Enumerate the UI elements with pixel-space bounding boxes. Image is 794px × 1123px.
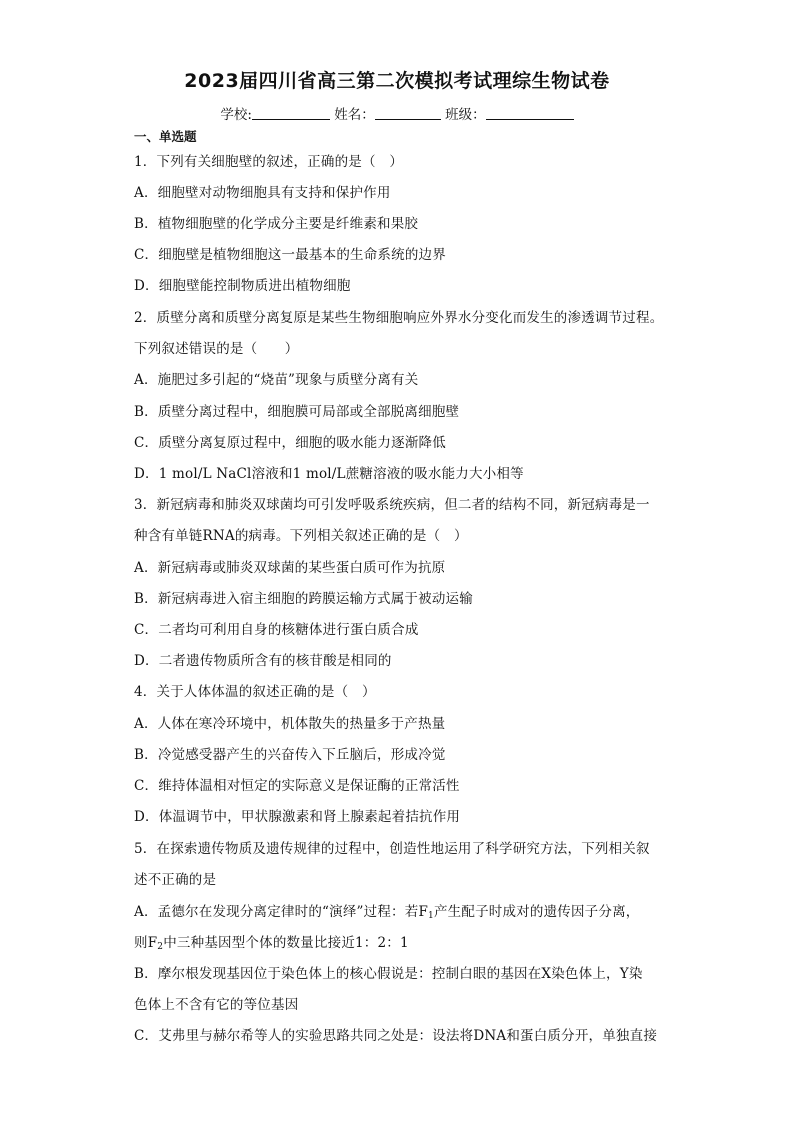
q2-option-a: A．施肥过多引起的“烧苗”现象与质壁分离有关 [134, 372, 419, 388]
q3-option-d: D．二者遗传物质所含有的核苷酸是相同的 [134, 653, 392, 669]
q4-stem: 4．关于人体体温的叙述正确的是（ ） [134, 684, 376, 700]
q2-stem-line1: 2．质壁分离和质壁分离复原是某些生物细胞响应外界水分变化而发生的渗透调节过程。 [134, 310, 664, 326]
q1-option-d: D．细胞壁能控制物质进出植物细胞 [134, 278, 351, 294]
name-blank [375, 107, 441, 120]
name-label: 姓名： [334, 107, 375, 123]
q3-option-a: A．新冠病毒或肺炎双球菌的某些蛋白质可作为抗原 [134, 560, 446, 576]
q5-option-c-line1: C．艾弗里与赫尔希等人的实验思路共同之处是：设法将DNA和蛋白质分开，单独直接 [134, 1028, 658, 1044]
q4-option-d: D．体温调节中，甲状腺激素和肾上腺素起着拮抗作用 [134, 809, 461, 825]
q5-stem-line2: 述不正确的是 [134, 872, 217, 888]
q3-option-c: C．二者均可利用自身的核糖体进行蛋白质合成 [134, 622, 419, 638]
class-label: 班级： [445, 107, 486, 123]
q5-a2-text: 则F [134, 935, 158, 951]
q4-option-b: B．冷觉感受器产生的兴奋传入下丘脑后，形成冷觉 [134, 747, 446, 763]
q3-stem-line2: 种含有单链RNA的病毒。下列相关叙述正确的是（ ） [134, 528, 468, 544]
q5-option-a-line1 [134, 900, 639, 920]
q5-a1-subscript: 1 [428, 911, 434, 921]
section-heading: 一、单选题 [134, 129, 197, 144]
q5-a2-text-cont: 中三种基因型个体的数量比接近1：2：1 [163, 935, 409, 951]
q2-option-c: C．质壁分离复原过程中，细胞的吸水能力逐渐降低 [134, 435, 446, 451]
q2-option-d: D．1 mol/L NaCl溶液和1 mol/L蔗糖溶液的吸水能力大小相等 [134, 466, 524, 482]
q2-option-b: B．质壁分离过程中，细胞膜可局部或全部脱离细胞壁 [134, 404, 460, 420]
exam-title: 2023届四川省高三第二次模拟考试理综生物试卷 [184, 70, 610, 92]
q4-option-a: A．人体在寒冷环境中，机体散失的热量多于产热量 [134, 716, 446, 732]
q5-a1-text-cont: 产生配子时成对的遗传因子分离， [433, 904, 640, 920]
q1-stem: 1．下列有关细胞壁的叙述，正确的是（ ） [134, 154, 404, 170]
class-blank [486, 107, 574, 120]
q1-option-a: A．细胞壁对动物细胞具有支持和保护作用 [134, 185, 391, 201]
q2-stem-line2: 下列叙述错误的是（ ） [134, 341, 299, 357]
q5-a2-subscript: 2 [157, 942, 164, 952]
school-label: 学校: [220, 107, 252, 123]
q1-option-c: C．细胞壁是植物细胞这一最基本的生命系统的边界 [134, 247, 446, 263]
q5-stem-line1: 5．在探索遗传物质及遗传规律的过程中，创造性地运用了科学研究方法，下列相关叙 [134, 841, 650, 857]
q5-option-b-line1: B．摩尔根发现基因位于染色体上的核心假说是：控制白眼的基因在X染色体上，Y染 [134, 966, 643, 982]
school-blank [252, 107, 330, 120]
q4-option-c: C．维持体温相对恒定的实际意义是保证酶的正常活性 [134, 778, 460, 794]
q5-a1-text: A．孟德尔在发现分离定律时的“演绎”过程：若F [134, 904, 429, 920]
q3-stem-line1: 3．新冠病毒和肺炎双球菌均可引发呼吸系统疾病，但二者的结构不同，新冠病毒是一 [134, 497, 650, 513]
q5-option-b-line2: 色体上不含有它的等位基因 [134, 997, 299, 1013]
q5-option-a-line2 [134, 931, 409, 951]
q3-option-b: B．新冠病毒进入宿主细胞的跨膜运输方式属于被动运输 [134, 591, 473, 607]
student-info-line [0, 103, 794, 123]
q1-option-b: B．植物细胞壁的化学成分主要是纤维素和果胶 [134, 216, 419, 232]
